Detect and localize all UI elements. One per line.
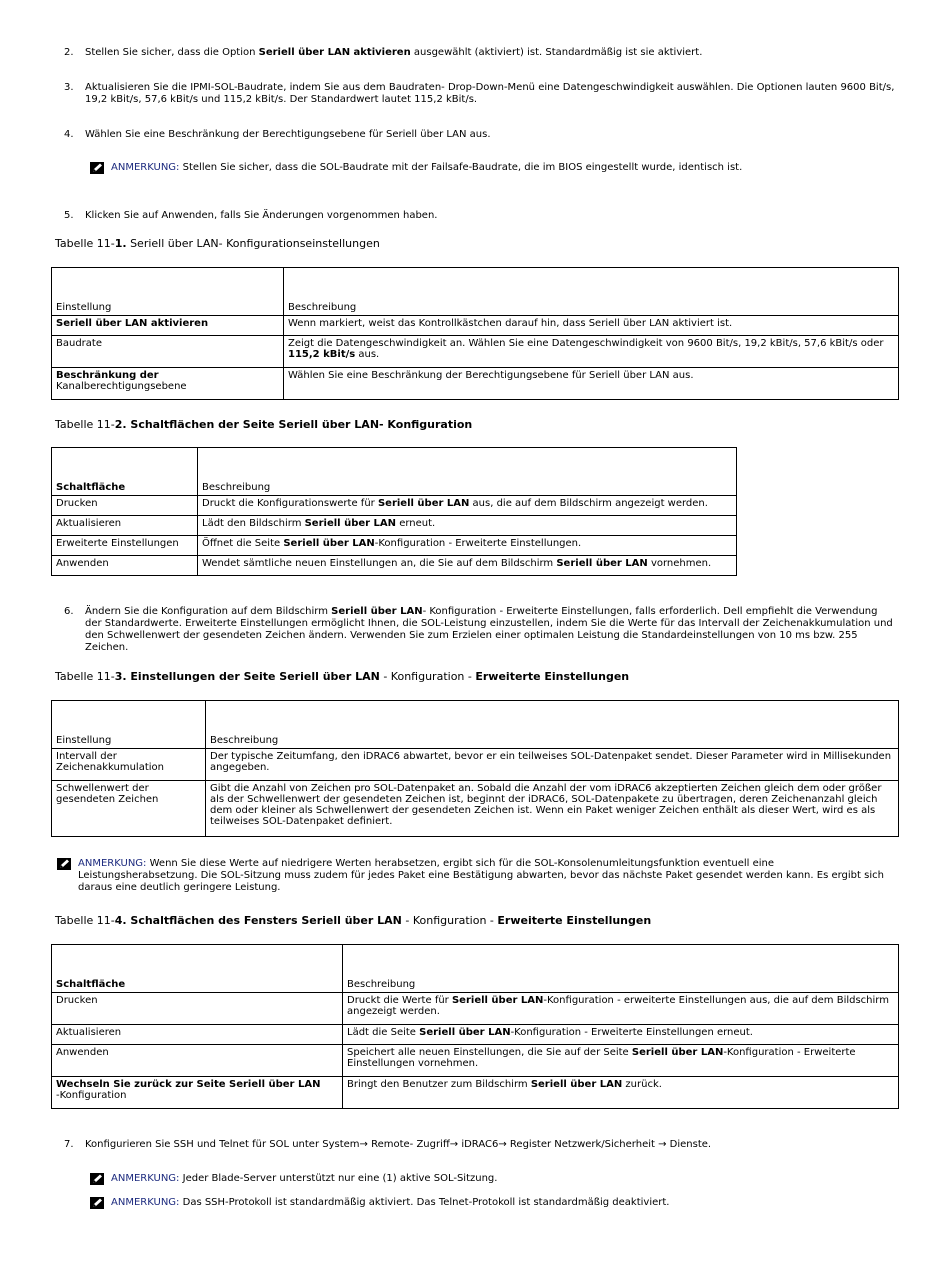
table-cell: Aktualisieren <box>52 516 198 536</box>
table-cell: Druckt die Werte für Seriell über LAN-Konfiguration - erweiterte Einstellungen aus, die auf dem Bildschirm angezeigt werden. <box>343 993 899 1025</box>
table-header-cell: Schaltfläche <box>52 945 343 993</box>
table-cell: Gibt die Anzahl von Zeichen pro SOL-Datenpaket an. Sobald die Anzahl der vom iDRAC6 akzeptierten Zeichen gleich dem oder größer als der Schwellenwert der gesendeten Zeichen ist, beginnt der iDRAC6, SOL-Datenpakete zu übertragen, deren Zeichenanzahl gleich dem oder kleiner als Schwellenwert der gesendeten Zeichen ist. Wenn ein Paket weniger Zeichen enthält als dieser Wert, wird es als teilweises SOL-Datenpaket definiert. <box>206 781 899 837</box>
table-2 <box>51 447 737 576</box>
step-number: 3. <box>64 82 74 93</box>
table-cell: Lädt die Seite Seriell über LAN-Konfiguration - Erweiterte Einstellungen erneut. <box>343 1025 899 1045</box>
table-1-caption: Tabelle 11-1. Seriell über LAN- Konfigurationseinstellungen <box>55 237 380 250</box>
table-row <box>52 556 737 576</box>
note-pencil-icon <box>57 858 71 870</box>
step-text: Wählen Sie eine Beschränkung der Berechtigungsebene für Seriell über LAN aus. <box>85 129 491 140</box>
table-header-cell: Beschreibung <box>284 268 899 316</box>
table-row <box>52 336 899 368</box>
note-text: ANMERKUNG: Das SSH-Protokoll ist standardmäßig aktiviert. Das Telnet-Protokoll ist standardmäßig deaktiviert. <box>111 1197 670 1208</box>
table-cell: Speichert alle neuen Einstellungen, die Sie auf der Seite Seriell über LAN-Konfiguration - Erweiterte Einstellungen vornehmen. <box>343 1045 899 1077</box>
table-header-cell: Beschreibung <box>343 945 899 993</box>
step-number: 4. <box>64 129 74 140</box>
table-cell: Wählen Sie eine Beschränkung der Berechtigungsebene für Seriell über LAN aus. <box>284 368 899 400</box>
step-text: Konfigurieren Sie SSH und Telnet für SOL unter System→ Remote- Zugriff→ iDRAC6→ Register Netzwerk/Sicherheit → Dienste. <box>85 1139 712 1150</box>
table-4-caption: Tabelle 11-4. Schaltflächen des Fensters Seriell über LAN - Konfiguration - Erweiterte Einstellungen <box>55 914 652 927</box>
table-cell: Der typische Zeitumfang, den iDRAC6 abwartet, bevor er ein teilweises SOL-Datenpaket sendet. Dieser Parameter wird in Millisekunden angegeben. <box>206 749 899 781</box>
step-text: Ändern Sie die Konfiguration auf dem Bildschirm Seriell über LAN- Konfiguration - Erweiterte Einstellungen, falls erforderlich. Dell empfiehlt die Verwendung der Standardwerte. Erweiterte Einstellungen ermöglicht Ihnen, die SOL-Leistung einzustellen, indem Sie die Werte für das Intervall der Zeichenakkumulation und den Schwellenwert der gesendeten Zeichen ändern. Verwenden Sie zum Erzielen einer optimalen Leistung die Standardeinstellungen von 10 ms bzw. 255 Zeichen. <box>85 606 893 653</box>
table-3-caption: Tabelle 11-3. Einstellungen der Seite Seriell über LAN - Konfiguration - Erweiterte Einstellungen <box>55 670 630 683</box>
table-row <box>52 536 737 556</box>
table-row <box>52 516 737 536</box>
step-text: Aktualisieren Sie die IPMI-SOL-Baudrate, indem Sie aus dem Baudraten- Drop-Down-Menü eine Datengeschwindigkeit auswählen. Die Optionen lauten 9600 Bit/s, 19,2 kBit/s, 57,6 kBit/s und 115,2 kBit/s. Der Standardwert lautet 115,2 kBit/s. <box>85 82 895 105</box>
table-cell: Zeigt die Datengeschwindigkeit an. Wählen Sie eine Datengeschwindigkeit von 9600 Bit/s, 19,2 kBit/s, 57,6 kBit/s oder 115,2 kBit/s aus. <box>284 336 899 368</box>
step-number: 6. <box>64 606 74 617</box>
table-row <box>52 781 899 837</box>
table-cell: Anwenden <box>52 1045 343 1077</box>
table-cell: Baudrate <box>52 336 284 368</box>
table-row <box>52 749 899 781</box>
note-text: ANMERKUNG: Jeder Blade-Server unterstützt nur eine (1) aktive SOL-Sitzung. <box>111 1173 498 1184</box>
table-header-cell: Schaltfläche <box>52 448 198 496</box>
note-text: ANMERKUNG: Wenn Sie diese Werte auf niedrigere Werten herabsetzen, ergibt sich für die SOL-Konsolenumleitungsfunktion eventuell eine Leistungsherabsetzung. Die SOL-Sitzung muss zudem für jedes Paket eine Bestätigung abwarten, bevor das nächste Paket gesendet werden kann. Es ergibt sich daraus eine deutlich geringere Leistung. <box>78 858 884 893</box>
table-cell: Anwenden <box>52 556 198 576</box>
step-number: 7. <box>64 1139 74 1150</box>
table-cell: Wechseln Sie zurück zur Seite Seriell über LAN -Konfiguration <box>52 1077 343 1109</box>
table-4 <box>51 944 899 1109</box>
step-text: Klicken Sie auf Anwenden, falls Sie Änderungen vorgenommen haben. <box>85 210 438 221</box>
step-text: Stellen Sie sicher, dass die Option Seriell über LAN aktivieren ausgewählt (aktiviert) ist. Standardmäßig ist sie aktiviert. <box>85 47 703 58</box>
table-cell: Beschränkung der Kanalberechtigungsebene <box>52 368 284 400</box>
table-row <box>52 316 899 336</box>
table-cell: Bringt den Benutzer zum Bildschirm Seriell über LAN zurück. <box>343 1077 899 1109</box>
table-cell: Wenn markiert, weist das Kontrollkästchen darauf hin, dass Seriell über LAN aktiviert ist. <box>284 316 899 336</box>
note-text: ANMERKUNG: Stellen Sie sicher, dass die SOL-Baudrate mit der Failsafe-Baudrate, die im BIOS eingestellt wurde, identisch ist. <box>111 162 743 173</box>
table-header-cell: Beschreibung <box>198 448 737 496</box>
table-row <box>52 368 899 400</box>
table-cell: Druckt die Konfigurationswerte für Seriell über LAN aus, die auf dem Bildschirm angezeigt werden. <box>198 496 737 516</box>
table-2-caption: Tabelle 11-2. Schaltflächen der Seite Seriell über LAN- Konfiguration <box>55 418 473 431</box>
table-cell: Drucken <box>52 993 343 1025</box>
table-cell: Intervall der Zeichenakkumulation <box>52 749 206 781</box>
table-header-cell: Beschreibung <box>206 701 899 749</box>
step-number: 5. <box>64 210 74 221</box>
table-cell: Schwellenwert der gesendeten Zeichen <box>52 781 206 837</box>
table-header-cell: Einstellung <box>52 268 284 316</box>
note-pencil-icon <box>90 162 104 174</box>
note-pencil-icon <box>90 1173 104 1185</box>
table-1 <box>51 267 899 400</box>
table-cell: Seriell über LAN aktivieren <box>52 316 284 336</box>
table-cell: Öffnet die Seite Seriell über LAN-Konfiguration - Erweiterte Einstellungen. <box>198 536 737 556</box>
table-row <box>52 1025 899 1045</box>
step-number: 2. <box>64 47 74 58</box>
table-3 <box>51 700 899 837</box>
table-cell: Erweiterte Einstellungen <box>52 536 198 556</box>
table-row <box>52 1077 899 1109</box>
table-cell: Aktualisieren <box>52 1025 343 1045</box>
table-row <box>52 993 899 1025</box>
table-cell: Drucken <box>52 496 198 516</box>
note-pencil-icon <box>90 1197 104 1209</box>
table-row <box>52 496 737 516</box>
table-header-cell: Einstellung <box>52 701 206 749</box>
table-row <box>52 1045 899 1077</box>
table-cell: Wendet sämtliche neuen Einstellungen an, die Sie auf dem Bildschirm Seriell über LAN vornehmen. <box>198 556 737 576</box>
table-cell: Lädt den Bildschirm Seriell über LAN erneut. <box>198 516 737 536</box>
